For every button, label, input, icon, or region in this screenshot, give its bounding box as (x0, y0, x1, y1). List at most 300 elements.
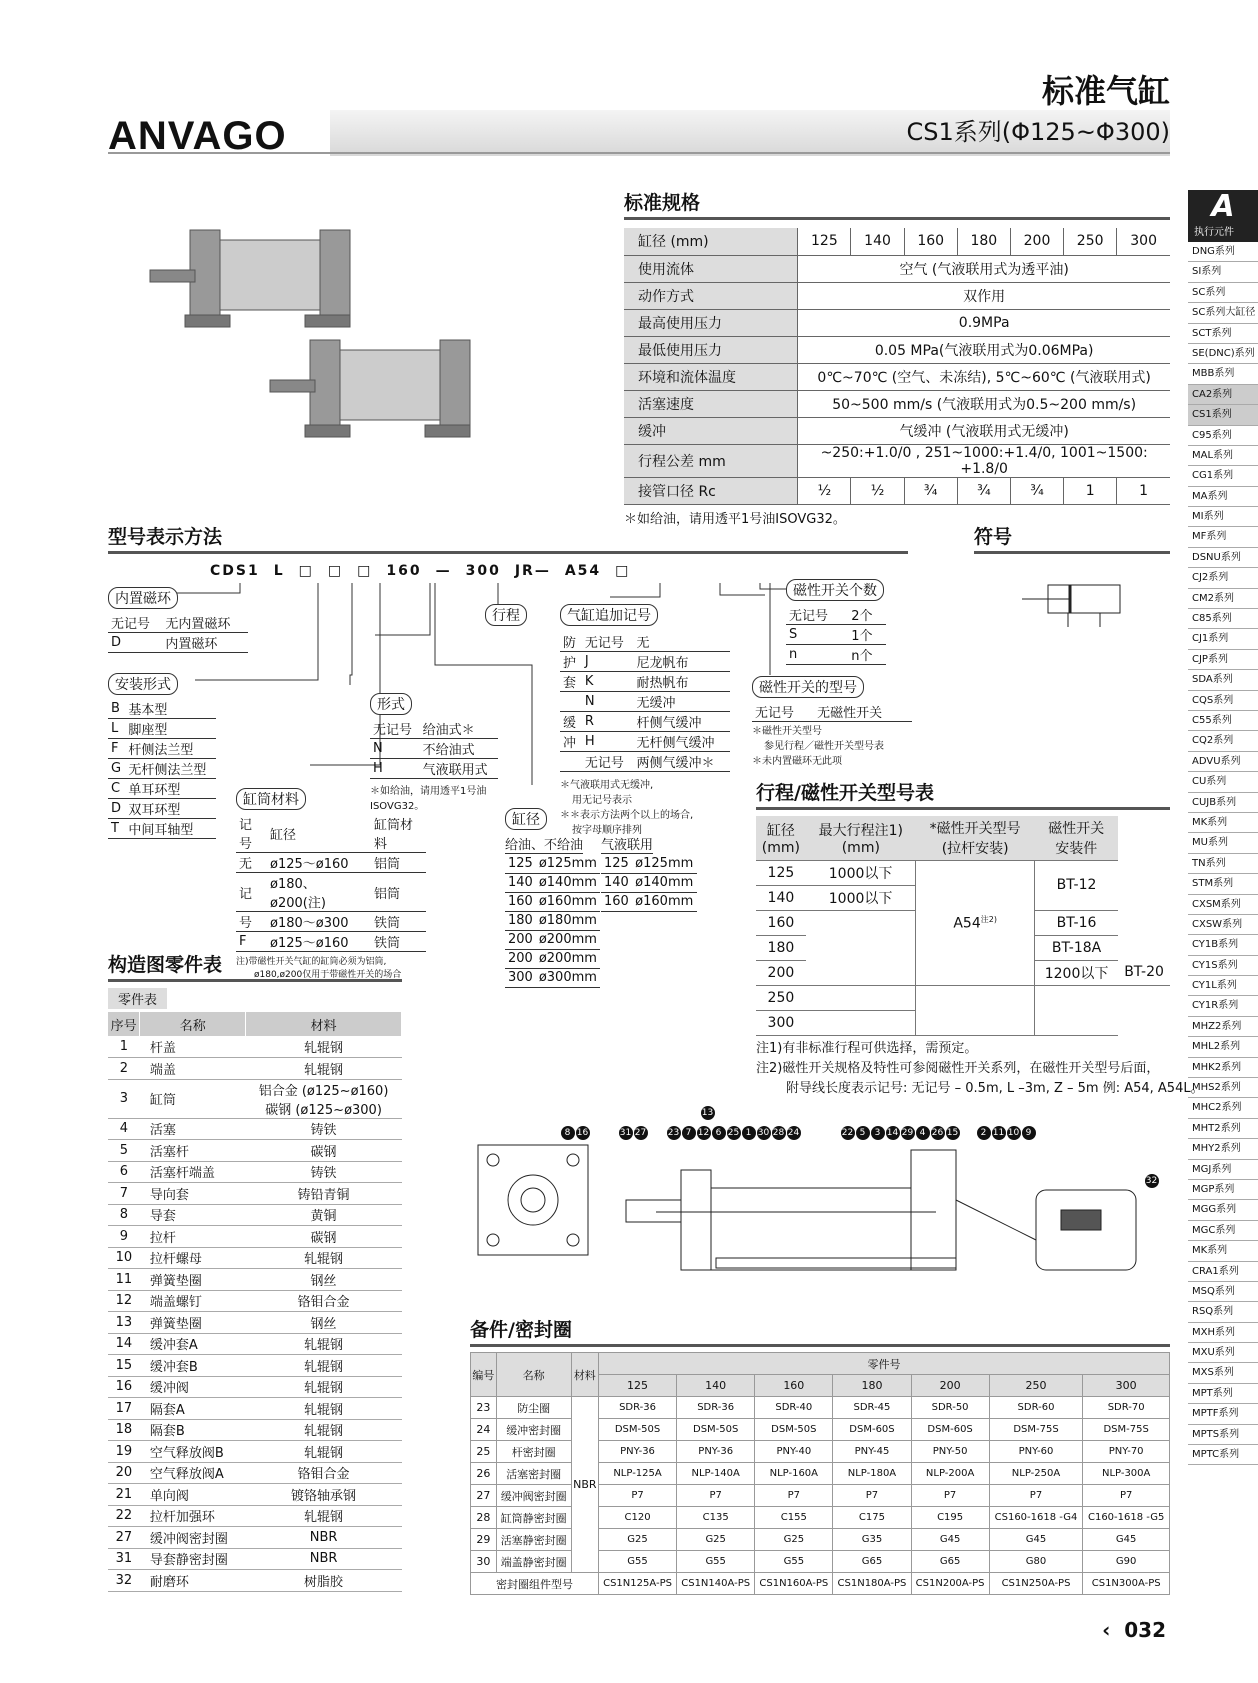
parts-name: 缓冲阀 (140, 1376, 246, 1398)
suffix-cell: J (582, 652, 634, 672)
bore-row (505, 854, 600, 873)
spec-label: 最高使用压力 (624, 309, 798, 336)
stroke-model (916, 985, 1035, 1035)
spare-part: NLP-180A (833, 1463, 911, 1485)
spare-part: P7 (833, 1485, 911, 1507)
stroke-head-cell: 最大行程注1) (mm) (806, 816, 916, 860)
material-cell: F (236, 932, 267, 952)
sidebar-item[interactable]: MXU系列 (1188, 1343, 1258, 1363)
bore-cell: 180 (505, 911, 536, 930)
sidebar-tab[interactable]: A (1188, 190, 1258, 224)
parts-no: 19 (108, 1441, 140, 1463)
suffix-cell: 套 (560, 672, 582, 692)
model-code-part: □ (615, 563, 631, 579)
callout-marker: 4 (916, 1126, 930, 1140)
sidebar-item[interactable]: MHL2系列 (1188, 1037, 1258, 1057)
bore-cell: 140 (505, 873, 536, 892)
parts-material: 轧辊钢 (246, 1398, 402, 1420)
parts-name: 拉杆加强环 (140, 1505, 246, 1527)
parts-material: 铝合金 (ø125~ø160) 碳钢 (ø125~ø300) (246, 1079, 402, 1118)
switch-count-block (786, 579, 886, 665)
material-cell: 缸径 (267, 814, 371, 853)
switch-count-row (786, 625, 886, 645)
symbol-title: 符号 (974, 522, 1170, 554)
switch-count-cell: 2个 (848, 605, 886, 625)
sidebar-item[interactable]: C95系列 (1188, 426, 1258, 446)
spare-part: C195 (911, 1507, 989, 1529)
spare-kit: CS1N125A-PS (598, 1573, 676, 1595)
stroke-bracket: BT-12 (1034, 860, 1118, 910)
cylinder-photo (130, 200, 490, 460)
parts-no: 14 (108, 1333, 140, 1355)
parts-material: 铸铅青铜 (246, 1183, 402, 1205)
parts-material: 轧辊钢 (246, 1419, 402, 1441)
ring-row (108, 633, 248, 653)
spare-part: CS160-1618 -G4 (989, 1507, 1083, 1529)
sidebar-tab-label: 执行元件 (1188, 224, 1258, 242)
sidebar-item[interactable]: CY1B系列 (1188, 935, 1258, 955)
spare-name: 防尘圈 (496, 1397, 571, 1419)
spec-row (624, 255, 1170, 282)
spare-name: 杆密封圈 (496, 1441, 571, 1463)
spare-no: 27 (471, 1485, 497, 1507)
spec-bore: 250 (1064, 228, 1117, 255)
spec-label: 缓冲 (624, 417, 798, 444)
parts-head-no: 序号 (108, 1012, 140, 1036)
stroke-note-2: 注2)磁性开关规格及特性可参阅磁性开关系列，在磁性开关型号后面， (756, 1061, 1160, 1076)
spare-part: G45 (1083, 1529, 1170, 1551)
spare-part: G45 (989, 1529, 1083, 1551)
spare-part: G65 (911, 1551, 989, 1573)
spare-kit: CS1N200A-PS (911, 1573, 989, 1595)
spare-part: SDR-70 (1083, 1397, 1170, 1419)
parts-name: 拉杆螺母 (140, 1247, 246, 1269)
spare-part: C175 (833, 1507, 911, 1529)
parts-row (108, 1247, 402, 1269)
stroke-bore: 125 (756, 860, 806, 885)
switch-count-cell: 无记号 (786, 605, 848, 625)
spec-label: 缸径 (mm) (624, 228, 798, 255)
page-arrow[interactable]: ‹ (1102, 1618, 1111, 1642)
suffix-cell: 无 (634, 632, 730, 652)
spec-row (624, 363, 1170, 390)
parts-material: 钢丝 (246, 1269, 402, 1291)
parts-no: 2 (108, 1058, 140, 1080)
bore-row (505, 949, 600, 968)
sidebar-item[interactable]: DSNU系列 (1188, 548, 1258, 568)
parts-row (108, 1079, 402, 1118)
parts-row (108, 1462, 402, 1484)
sidebar-item[interactable]: CU系列 (1188, 772, 1258, 792)
bore-block (505, 808, 705, 1014)
spare-head-cell: 编号 (471, 1353, 497, 1397)
parts-name: 拉杆 (140, 1226, 246, 1248)
mount-tag: 安装形式 (108, 673, 178, 695)
switch-type-cell: 无磁性开关 (814, 702, 912, 722)
material-cell: 铝筒 (371, 853, 426, 873)
parts-no: 18 (108, 1419, 140, 1441)
parts-name: 弹簧垫圈 (140, 1312, 246, 1334)
bore-cell: ø140mm (536, 873, 600, 892)
stroke-table (756, 816, 1170, 1036)
parts-no: 5 (108, 1140, 140, 1162)
parts-name: 耐磨环 (140, 1570, 246, 1592)
sidebar-item[interactable]: MHT2系列 (1188, 1119, 1258, 1139)
spare-no: 28 (471, 1507, 497, 1529)
spec-label: 环境和流体温度 (624, 363, 798, 390)
sidebar-item[interactable]: CS1系列 (1188, 405, 1258, 425)
spare-bore: 300 (1083, 1375, 1170, 1397)
spare-head-cell: 名称 (496, 1353, 571, 1397)
suffix-cell: 尼龙帆布 (634, 652, 730, 672)
switch-count-row (786, 605, 886, 625)
spare-head-cell: 材料 (571, 1353, 598, 1397)
bore-row (601, 892, 697, 911)
mount-row (108, 759, 216, 779)
bore-head-1: 给油、不给油 (505, 834, 583, 854)
bore-cell: ø200mm (536, 930, 600, 949)
parts-row (108, 1036, 402, 1058)
parts-name: 杆盖 (140, 1036, 246, 1058)
parts-material: 碳钢 (246, 1226, 402, 1248)
sidebar-item[interactable]: ADVU系列 (1188, 752, 1258, 772)
spec-port: ¾ (904, 477, 957, 504)
spare-part: PNY-45 (833, 1441, 911, 1463)
spec-label: 使用流体 (624, 255, 798, 282)
stroke-row (756, 860, 1170, 885)
sidebar-item[interactable]: DNG系列 (1188, 242, 1258, 262)
parts-material: NBR (246, 1527, 402, 1549)
sidebar-item[interactable]: MGC系列 (1188, 1221, 1258, 1241)
form-row (370, 759, 498, 779)
stroke-bore: 160 (756, 910, 806, 935)
sidebar-item[interactable]: MA系列 (1188, 487, 1258, 507)
sidebar-item[interactable]: CG1系列 (1188, 466, 1258, 486)
parts-row (108, 1140, 402, 1162)
parts-name: 缓冲套A (140, 1333, 246, 1355)
spare-part: PNY-50 (911, 1441, 989, 1463)
parts-name: 导向套 (140, 1183, 246, 1205)
spare-part: G45 (911, 1529, 989, 1551)
model-code-part: CDS1 (210, 563, 260, 579)
sidebar-item[interactable]: MGG系列 (1188, 1200, 1258, 1220)
spec-title: 标准规格 (624, 188, 1170, 220)
spare-kit: CS1N250A-PS (989, 1573, 1083, 1595)
stroke-bracket (1034, 985, 1118, 1035)
parts-row (108, 1548, 402, 1570)
stroke-max (806, 1010, 916, 1035)
sidebar-item[interactable]: CY1R系列 (1188, 996, 1258, 1016)
suffix-cell: 护 (560, 652, 582, 672)
spec-table (624, 228, 1170, 505)
sidebar-item[interactable]: MU系列 (1188, 833, 1258, 853)
suffix-cell: K (582, 672, 634, 692)
bore-row (505, 968, 600, 987)
sidebar-item[interactable]: CXSM系列 (1188, 895, 1258, 915)
spec-port: ¾ (1010, 477, 1063, 504)
spec-note: ＊如给油，请用透平1号油ISOVG32。 (624, 512, 846, 527)
callout-marker: 22 (841, 1128, 854, 1138)
parts-row (108, 1527, 402, 1549)
sidebar-item[interactable]: CJP系列 (1188, 650, 1258, 670)
callout-marker: 31 (619, 1128, 632, 1138)
sidebar-item[interactable]: SE(DNC)系列 (1188, 344, 1258, 364)
switch-type-note-2: 参见行程／磁性开关型号表 (764, 741, 884, 752)
spare-part: NLP-160A (755, 1463, 833, 1485)
spare-part: G25 (755, 1529, 833, 1551)
bore-row (505, 930, 600, 949)
spare-head-row (471, 1353, 1170, 1375)
mount-cell: B (108, 699, 125, 719)
parts-name: 端盖 (140, 1058, 246, 1080)
spare-part: PNY-60 (989, 1441, 1083, 1463)
spec-row (624, 477, 1170, 504)
parts-material: 轧辊钢 (246, 1058, 402, 1080)
callout-marker: 8 (561, 1126, 575, 1140)
sidebar-item[interactable]: C55系列 (1188, 711, 1258, 731)
sidebar-item[interactable]: CQS系列 (1188, 691, 1258, 711)
sidebar-item[interactable]: MGJ系列 (1188, 1160, 1258, 1180)
mount-cell: C (108, 779, 125, 799)
ring-cell: 无记号 (108, 613, 162, 633)
spare-part: C160-1618 -G5 (1083, 1507, 1170, 1529)
parts-no: 13 (108, 1312, 140, 1334)
spare-part: P7 (989, 1485, 1083, 1507)
stroke-bore: 300 (756, 1010, 806, 1035)
sidebar-item[interactable]: CY1S系列 (1188, 956, 1258, 976)
sidebar-item[interactable]: MXH系列 (1188, 1323, 1258, 1343)
ring-cell: D (108, 633, 162, 653)
sidebar-item[interactable]: MHZ2系列 (1188, 1017, 1258, 1037)
bore-cell: ø160mm (632, 892, 697, 911)
bore-head-2: 气液联用 (601, 834, 653, 854)
stroke-max: 1000以下 (806, 860, 916, 885)
callout-marker: 14 (886, 1128, 899, 1138)
suffix-cell (560, 752, 582, 772)
parts-no: 9 (108, 1226, 140, 1248)
parts-name: 缸筒 (140, 1079, 246, 1118)
callout-marker: 7 (682, 1126, 696, 1140)
spec-bore: 200 (1010, 228, 1063, 255)
parts-row (108, 1290, 402, 1312)
parts-material: NBR (246, 1548, 402, 1570)
form-note: ＊如给油，请用透平1号油ISOVG32。 (370, 786, 487, 812)
stroke-model-text: A54 (953, 915, 981, 932)
sidebar-item[interactable]: CY1L系列 (1188, 976, 1258, 996)
parts-no: 22 (108, 1505, 140, 1527)
parts-row (108, 1441, 402, 1463)
sidebar-item[interactable]: MHK2系列 (1188, 1058, 1258, 1078)
spare-part: P7 (755, 1485, 833, 1507)
section-diagram (476, 1140, 1176, 1300)
mount-cell: 基本型 (125, 699, 216, 719)
parts-no: 16 (108, 1376, 140, 1398)
mount-row (108, 799, 216, 819)
parts-name: 缓冲阀密封圈 (140, 1527, 246, 1549)
spare-kit: CS1N140A-PS (677, 1573, 755, 1595)
suffix-cell: N (582, 692, 634, 712)
spare-no: 25 (471, 1441, 497, 1463)
sidebar-item[interactable]: SCT系列 (1188, 324, 1258, 344)
spec-port: ½ (798, 477, 851, 504)
spare-part: PNY-40 (755, 1441, 833, 1463)
sidebar-item[interactable]: MF系列 (1188, 527, 1258, 547)
sidebar-item[interactable]: MXS系列 (1188, 1363, 1258, 1383)
spare-part: DSM-50S (677, 1419, 755, 1441)
parts-name: 活塞杆 (140, 1140, 246, 1162)
material-cell: 铁筒 (371, 932, 426, 952)
callout-marker: 28 (772, 1128, 785, 1138)
sidebar-item[interactable]: MSQ系列 (1188, 1282, 1258, 1302)
sidebar-item[interactable]: CQ2系列 (1188, 731, 1258, 751)
sidebar-item[interactable]: MBB系列 (1188, 364, 1258, 384)
material-cell: ø125～ø160 (267, 932, 371, 952)
sidebar-item[interactable]: CM2系列 (1188, 589, 1258, 609)
model-code-part: □ (327, 563, 344, 579)
spec-value: 双作用 (798, 282, 1170, 309)
sidebar-item[interactable]: MPT系列 (1188, 1384, 1258, 1404)
spare-part: P7 (677, 1485, 755, 1507)
sidebar-item[interactable]: MAL系列 (1188, 446, 1258, 466)
page-title: 标准气缸 (1041, 72, 1170, 110)
spec-value: 0.9MPa (798, 309, 1170, 336)
callout-marker: 1 (742, 1126, 756, 1140)
material-row (236, 853, 426, 873)
sidebar-item[interactable]: CA2系列 (1188, 385, 1258, 405)
sidebar-item[interactable]: CRA1系列 (1188, 1262, 1258, 1282)
parts-no: 11 (108, 1269, 140, 1291)
callout-marker: 10 (1007, 1128, 1020, 1138)
sidebar-item[interactable]: MK系列 (1188, 1241, 1258, 1261)
bore-cell: ø180mm (536, 911, 600, 930)
mount-cell: 双耳环型 (125, 799, 216, 819)
parts-material: 铬钼合金 (246, 1290, 402, 1312)
bore-row (505, 892, 600, 911)
page-subtitle: CS1系列(Φ125~Φ300) (906, 118, 1170, 146)
callout-marker: 25 (727, 1128, 740, 1138)
parts-material: 树脂胶 (246, 1570, 402, 1592)
sidebar-item[interactable]: SI系列 (1188, 262, 1258, 282)
parts-row (108, 1312, 402, 1334)
parts-material: 轧辊钢 (246, 1036, 402, 1058)
sidebar-item[interactable]: MPTF系列 (1188, 1404, 1258, 1424)
sidebar-item[interactable]: MHS2系列 (1188, 1078, 1258, 1098)
spec-row (624, 309, 1170, 336)
suffix-cell: 缓 (560, 712, 582, 732)
sidebar-item[interactable]: RSQ系列 (1188, 1302, 1258, 1322)
material-row (236, 912, 426, 932)
mount-cell: 单耳环型 (125, 779, 216, 799)
spare-part: G90 (1083, 1551, 1170, 1573)
parts-name: 导套静密封圈 (140, 1548, 246, 1570)
parts-no: 4 (108, 1118, 140, 1140)
parts-no: 17 (108, 1398, 140, 1420)
suffix-note-3: ＊＊表示方法两个以上的场合, (560, 810, 694, 821)
spare-part: NLP-125A (598, 1463, 676, 1485)
stroke-bracket: BT-20 (1118, 960, 1170, 985)
sidebar-item[interactable]: CJ2系列 (1188, 568, 1258, 588)
spare-part: SDR-40 (755, 1397, 833, 1419)
switch-count-cell: n (786, 645, 848, 665)
suffix-cell: 无记号 (582, 752, 634, 772)
sidebar-item[interactable]: CJ1系列 (1188, 629, 1258, 649)
spare-part: C135 (677, 1507, 755, 1529)
stroke-note-3: 附导线长度表示记号: 无记号 – 0.5m, L –3m, Z – 5m 例: A54, A54L。 (786, 1081, 1204, 1096)
spec-bore: 180 (957, 228, 1010, 255)
parts-material: 钢丝 (246, 1312, 402, 1334)
sidebar-item[interactable]: MPTC系列 (1188, 1445, 1258, 1465)
callout-marker: 27 (634, 1128, 647, 1138)
bore-cell: 200 (505, 949, 536, 968)
callout-marker: 15 (946, 1128, 959, 1138)
spare-part: DSM-60S (833, 1419, 911, 1441)
spare-part: SDR-45 (833, 1397, 911, 1419)
sidebar-item[interactable]: STM系列 (1188, 874, 1258, 894)
spare-part: C155 (755, 1507, 833, 1529)
material-tag: 缸筒材料 (236, 788, 306, 810)
switch-count-cell: S (786, 625, 848, 645)
mount-cell: 无杆侧法兰型 (125, 759, 216, 779)
spare-part: G25 (677, 1529, 755, 1551)
sidebar-item[interactable]: SC系列 (1188, 283, 1258, 303)
bore-cell: ø300mm (536, 968, 600, 987)
callout-marker: 23 (667, 1128, 680, 1138)
cylinder-symbol (1020, 575, 1140, 635)
switch-type-note-3: ＊未内置磁环无此项 (752, 756, 842, 767)
sidebar-item[interactable]: CXSW系列 (1188, 915, 1258, 935)
spare-part: G35 (833, 1529, 911, 1551)
switch-type-cell: 无记号 (752, 702, 814, 722)
material-note-2: ø180,ø200仅用于带磁性开关的场合 (254, 970, 402, 980)
ring-cell: 内置磁环 (162, 633, 248, 653)
stroke-head-cell: 磁性开关 安装件 (1034, 816, 1118, 860)
suffix-note-4: 按字母顺序排列 (572, 825, 642, 836)
material-cell: ø180～ø300 (267, 912, 371, 932)
stroke-model (916, 860, 1035, 985)
parts-subtitle: 零件表 (108, 988, 167, 1009)
spec-label: 动作方式 (624, 282, 798, 309)
sidebar-item[interactable]: CUJB系列 (1188, 793, 1258, 813)
spare-part: DSM-75S (989, 1419, 1083, 1441)
spare-part: DSM-50S (598, 1419, 676, 1441)
spare-kit: CS1N300A-PS (1083, 1573, 1170, 1595)
sidebar-item[interactable]: MI系列 (1188, 507, 1258, 527)
bore-cell: ø160mm (536, 892, 600, 911)
parts-name: 单向阀 (140, 1484, 246, 1506)
parts-no: 21 (108, 1484, 140, 1506)
parts-no: 15 (108, 1355, 140, 1377)
sidebar-item[interactable]: MHY2系列 (1188, 1139, 1258, 1159)
sidebar-item[interactable]: TN系列 (1188, 854, 1258, 874)
parts-row (108, 1505, 402, 1527)
sidebar-item[interactable]: MPTS系列 (1188, 1425, 1258, 1445)
sidebar-item[interactable]: MHC2系列 (1188, 1098, 1258, 1118)
parts-name: 空气释放阀A (140, 1462, 246, 1484)
sidebar-item[interactable]: MGP系列 (1188, 1180, 1258, 1200)
suffix-tag: 气缸追加记号 (560, 604, 658, 626)
parts-name: 导套 (140, 1204, 246, 1226)
model-code-part: A54 (564, 563, 602, 579)
sidebar-item[interactable]: SDA系列 (1188, 670, 1258, 690)
sidebar-item[interactable]: MK系列 (1188, 813, 1258, 833)
sidebar-item[interactable]: C85系列 (1188, 609, 1258, 629)
sidebar-item[interactable]: SC系列大缸径 (1188, 303, 1258, 323)
parts-material: 轧辊钢 (246, 1355, 402, 1377)
spec-bore: 125 (798, 228, 851, 255)
spare-part: SDR-36 (598, 1397, 676, 1419)
stroke-table-title: 行程/磁性开关型号表 (756, 778, 1170, 810)
spec-label: 活塞速度 (624, 390, 798, 417)
